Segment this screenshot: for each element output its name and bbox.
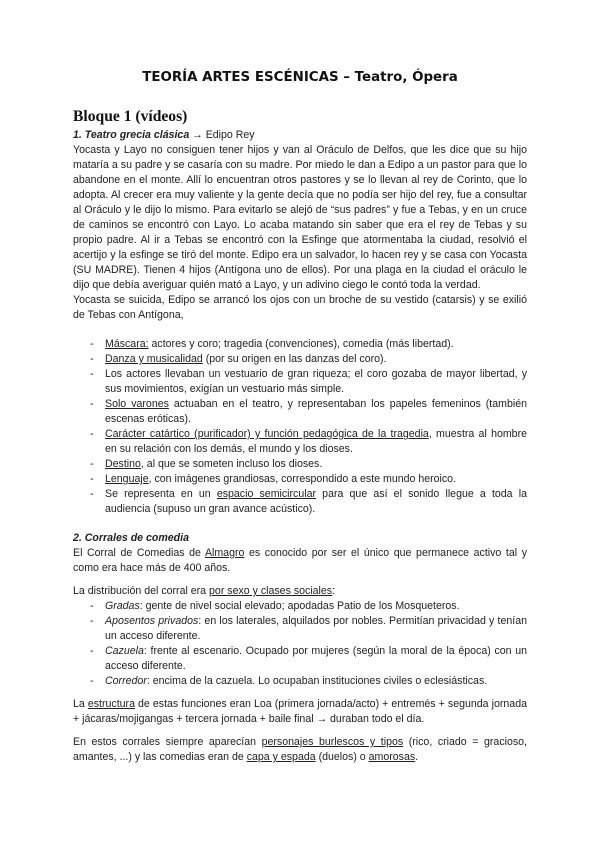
paragraph: Yocasta se suicida, Edipo se arrancó los ojos con un broche de su vestido (catarsis) y se exilió de Tebas con Antígona, xyxy=(73,294,527,321)
item-text: Los actores llevaban un vestuario de gran riqueza; el coro gozaba de mayor libertad, y sus movimientos, exigían un vestuario más simple. xyxy=(105,368,527,395)
paragraph xyxy=(73,697,527,727)
item-keyword: Corredor xyxy=(105,675,147,687)
text: (rico, criado = gracioso, amantes, ...) y las comedias eran de xyxy=(73,736,527,763)
list-item xyxy=(105,427,527,457)
paragraph xyxy=(73,735,527,765)
item-text: Se representa en un xyxy=(105,488,217,500)
paragraph: Yocasta y Layo no consiguen tener hijos y van al Oráculo de Delfos, que les dice que su hijo mataría a su padre y se casaría con su madre. Por miedo le dan a Edipo a un pastor para que lo abandone en el monte. Allí lo encuentran otros pastores y se lo llevan al rey de Corinto, que lo adopta. Al crecer era muy valiente y la gente decía que no podía ser hijo del rey, fue a consultar al Oráculo y le dijo lo mismo. Para evitarlo se alejó de “sus padres” y fue a Tebas, y en un cruce de caminos se encontró con Layo. Lo acaba matando sin saber que era el rey de Tebas y su propio padre. Al ir a Tebas se encontró con la Esfinge que atormentaba la ciudad, resolvió el acertijo y la esfinge se tiró del monte. Edipo era un salvador, lo hacen rey y se casa con Yocasta (SU MADRE). Tienen 4 hijos (Antígona uno de ellos). Por una plaga en la ciudad el oráculo le dijo que debía averiguar quién mató a Layo, y un adivino ciego le contó toda la verdad. xyxy=(73,144,527,291)
item-keyword: Destino xyxy=(105,458,141,470)
item-text: : en los laterales, alquilados por nobles. Permitían privacidad y tenían un acceso diferente. xyxy=(105,615,527,642)
list-item xyxy=(105,367,527,397)
item-text: (por su origen en las danzas del coro). xyxy=(202,353,387,365)
item-text: actuaban en el teatro, y representaban los papeles femeninos (también escenas eróticas). xyxy=(105,398,527,425)
list-item xyxy=(105,674,527,689)
document-body xyxy=(73,128,527,765)
section-2-heading-text: 2. Corrales de comedia xyxy=(73,532,189,544)
item-text: : encima de la cazuela. Lo ocupaban instituciones civiles o eclesiásticas. xyxy=(146,675,488,687)
item-text: : frente al escenario. Ocupado por mujeres (según la moral de la época) con un acceso diferente. xyxy=(105,645,527,672)
underlined-text: Almagro xyxy=(204,547,245,559)
page-title: TEORÍA ARTES ESCÉNICAS – Teatro, Ópera xyxy=(142,70,458,85)
item-keyword: Gradas xyxy=(105,600,140,612)
item-keyword: Lenguaje xyxy=(105,473,149,485)
item-text: para que así el sonido llegue a toda la audiencia (supuso un gran avance acústico). xyxy=(105,488,527,515)
underlined-text: amorosas xyxy=(368,751,416,763)
item-keyword: Danza y musicalidad xyxy=(105,353,203,365)
item-keyword: Cazuela xyxy=(105,645,144,657)
list-item xyxy=(105,644,527,674)
text: : xyxy=(332,585,336,597)
item-text: actores y coro; tragedia (convenciones), comedia (más libertad). xyxy=(148,338,454,350)
text: (duelos) o xyxy=(315,751,369,763)
text: es conocido por ser el único que permanece activo tal y como era hace más de 400 años. xyxy=(73,547,528,574)
list-item xyxy=(105,457,527,472)
text: La xyxy=(73,698,88,710)
section-2-heading xyxy=(73,531,527,546)
item-keyword: Solo varones xyxy=(105,398,169,410)
item-text: , con imágenes grandiosas, correspondido a este mundo heroico. xyxy=(148,473,457,485)
underlined-text: personajes burlescos y tipos xyxy=(261,736,404,748)
underlined-text: por sexo y clases sociales xyxy=(209,585,333,597)
features-list xyxy=(73,337,527,517)
item-keyword: Carácter catártico (purificador) y función pedagógica de la tragedia xyxy=(105,428,429,440)
list-item xyxy=(105,599,527,614)
item-keyword: Aposentos privados xyxy=(105,615,199,627)
text: La distribución del corral era xyxy=(73,585,210,597)
text: En estos corrales siempre aparecían xyxy=(73,736,262,748)
paragraph xyxy=(73,546,527,576)
section-1-heading xyxy=(73,128,527,143)
item-keyword: Máscara: xyxy=(105,338,149,350)
list-item xyxy=(105,487,527,517)
item-text: : gente de nivel social elevado; apodadas Patio de los Mosqueteros. xyxy=(139,600,460,612)
list-item xyxy=(105,352,527,367)
list-item xyxy=(105,614,527,644)
paragraph xyxy=(73,584,527,599)
text: El Corral de Comedias de xyxy=(73,547,205,559)
underlined-text: estructura xyxy=(87,698,135,710)
text: de estas funciones eran Loa (primera jornada/acto) + entremés + segunda jornada + jácaras/mojigangas + tercera jornada + baile final → duraban todo el día. xyxy=(73,698,527,725)
item-text: , muestra al hombre en su relación con los demás, el mundo y los dioses. xyxy=(105,428,527,455)
underlined-text: capa y espada xyxy=(246,751,316,763)
block-heading: Bloque 1 (vídeos) xyxy=(73,108,188,125)
section-1-heading-text: 1. Teatro grecia clásica xyxy=(73,129,190,141)
item-keyword: espacio semicircular xyxy=(216,488,317,500)
distribution-list xyxy=(73,599,527,689)
list-item xyxy=(105,397,527,427)
list-item xyxy=(105,337,527,352)
item-text: , al que se someten incluso los dioses. xyxy=(140,458,323,470)
section-1-heading-tail: → Edipo Rey xyxy=(189,129,255,141)
list-item xyxy=(105,472,527,487)
text: . xyxy=(415,751,419,763)
